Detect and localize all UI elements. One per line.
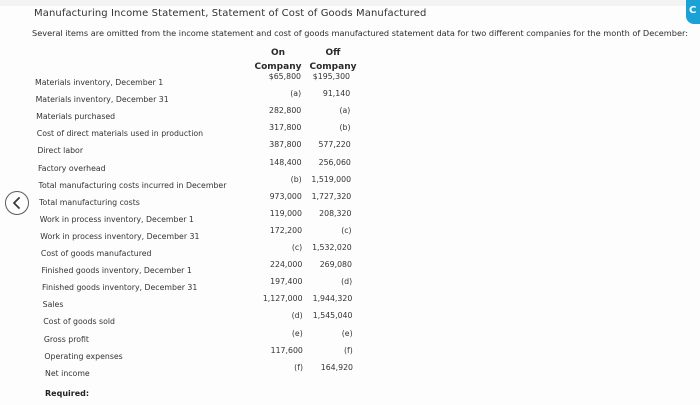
off-company-value: (c): [341, 225, 352, 235]
on-company-value: 148,400: [269, 157, 302, 167]
off-company-value: (e): [341, 328, 353, 338]
on-company-value: (b): [290, 174, 302, 184]
row-label: Direct labor: [37, 146, 84, 156]
row-label: Work in process inventory, December 1: [39, 214, 194, 224]
row-label: Cost of goods sold: [43, 317, 115, 327]
off-company-value: (a): [339, 106, 351, 116]
off-company-value: 577,220: [318, 140, 351, 150]
off-company-value: 1,727,320: [311, 191, 352, 201]
intro-text: Several items are omitted from the income statement and cost of goods manufactured statement data for two different companies for the month of December:: [32, 28, 688, 38]
back-button[interactable]: [5, 191, 29, 215]
on-company-value: 282,800: [269, 106, 302, 116]
on-company-value: 119,000: [269, 208, 302, 218]
row-label: Operating expenses: [44, 351, 123, 361]
off-company-value: 208,320: [319, 208, 352, 218]
top-strip: [0, 0, 700, 6]
off-company-value: 269,080: [319, 260, 352, 270]
row-label: Factory overhead: [37, 163, 106, 173]
on-company-value: 317,800: [269, 123, 302, 133]
off-company-value: $195,300: [312, 72, 350, 81]
row-label: Gross profit: [43, 334, 89, 344]
off-company-header: Off Company: [309, 48, 357, 72]
off-company-value: 91,140: [322, 89, 351, 99]
on-company-value: 117,600: [270, 345, 303, 355]
on-company-value: 197,400: [270, 277, 303, 287]
on-company-value: (f): [294, 362, 303, 372]
off-company-value: (b): [339, 123, 351, 133]
on-company-value: 224,000: [270, 260, 303, 270]
on-company-header: On Company: [254, 48, 302, 72]
on-company-value: 1,127,000: [262, 294, 303, 304]
off-company-value: (d): [341, 277, 353, 287]
on-company-value: $65,800: [268, 72, 301, 81]
row-label: Cost of goods manufactured: [40, 249, 152, 258]
row-label: Total manufacturing costs incurred in December: [38, 180, 227, 190]
column-header-off-company: [305, 46, 361, 74]
required-label: Required:: [45, 389, 90, 398]
help-tab-glyph: C: [689, 5, 697, 16]
row-label: Materials inventory, December 31: [35, 95, 169, 105]
off-company-value: 1,944,320: [312, 294, 353, 304]
on-company-value: 973,000: [269, 191, 302, 201]
column-header-on-company: [250, 46, 306, 74]
on-company-value: 387,800: [269, 140, 302, 150]
off-company-value: 1,519,000: [311, 174, 352, 184]
row-label: Total manufacturing costs: [39, 197, 140, 207]
off-company-value: 164,920: [320, 362, 353, 372]
off-company-value: 1,532,020: [312, 243, 352, 252]
row-label: Materials purchased: [36, 112, 116, 122]
off-company-value: 1,545,040: [312, 311, 353, 321]
chevron-left-icon: [11, 197, 23, 209]
on-company-value: (a): [290, 89, 302, 99]
on-company-value: 172,200: [269, 225, 303, 235]
row-label: Sales: [42, 300, 64, 310]
off-company-value: 256,060: [318, 157, 351, 167]
on-company-value: (c): [291, 243, 303, 252]
off-company-value: (f): [343, 345, 353, 355]
help-tab[interactable]: [686, 0, 700, 24]
on-company-value: (d): [291, 311, 303, 321]
row-label: Net income: [45, 368, 90, 378]
row-label: Cost of direct materials used in production: [36, 129, 204, 139]
row-label: Materials inventory, December 1: [35, 78, 164, 87]
row-label: Finished goods inventory, December 31: [42, 283, 198, 293]
row-label: Finished goods inventory, December 1: [41, 266, 192, 276]
page-title: Manufacturing Income Statement, Statement of Cost of Goods Manufactured: [34, 8, 427, 19]
on-company-value: (e): [291, 328, 303, 338]
row-label: Work in process inventory, December 31: [40, 231, 200, 241]
